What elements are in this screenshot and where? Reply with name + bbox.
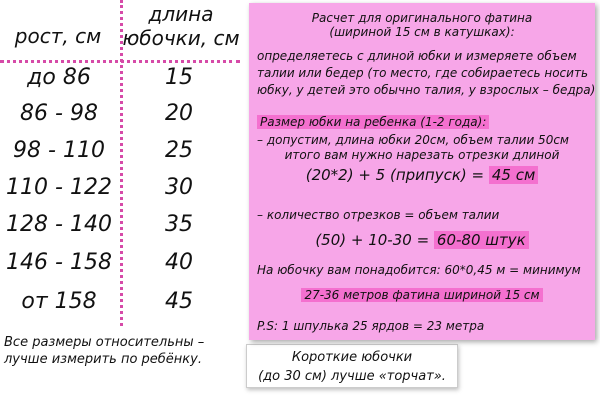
need-result-text: 27-36 метров фатина шириной 15 см: [301, 288, 542, 302]
panel-title-line1: Расчет для оригинального фатина: [311, 11, 533, 25]
example-line1: – допустим, длина юбки 20см, объем талии 50см: [257, 133, 569, 147]
table-row: [0, 96, 240, 132]
formula-length: [257, 168, 587, 182]
table-row: [0, 133, 240, 169]
note-sizes-relative: [4, 334, 244, 368]
note-short-skirts: [246, 344, 458, 388]
note-short-line2: (до 30 см) лучше «торчат».: [258, 369, 446, 384]
example-heading: [257, 115, 587, 129]
formula-length-text: (20*2) + 5 (припуск) =: [305, 166, 485, 184]
intro-line1: определяетесь с длиной юбки и измеряете объем: [257, 49, 577, 63]
cell-length: 20: [165, 101, 193, 126]
note-short-line1: Короткие юбочки: [291, 350, 413, 365]
table-row: [0, 207, 240, 243]
example-line2: итого вам нужно нарезать отрезки длиной: [284, 148, 560, 162]
cell-length: 45: [165, 289, 193, 314]
cell-height: 86 - 98: [20, 101, 98, 126]
calculation-panel: [249, 3, 595, 340]
cell-height: 146 - 158: [6, 250, 112, 275]
table-row: [0, 170, 240, 206]
cell-height: 128 - 140: [6, 212, 112, 237]
example-heading-text: Размер юбки на ребенка (1-2 года):: [257, 115, 489, 129]
table-row: [0, 245, 240, 281]
cell-height: от 158: [21, 289, 97, 314]
cell-length: 35: [165, 212, 193, 237]
cell-height: 110 - 122: [6, 175, 112, 200]
cell-length: 15: [165, 65, 193, 90]
header-length: [122, 2, 240, 50]
formula-count-result: 60-80 штук: [434, 231, 529, 249]
need-result: [257, 288, 587, 302]
table-row: [0, 284, 240, 320]
note-sizes-line1: Все размеры относительны –: [4, 335, 205, 350]
cell-length: 30: [165, 175, 193, 200]
intro-line3: юбку, у детей это обычно талия, у взрослых – бедра): [257, 83, 596, 97]
header-length-line1: длина: [148, 2, 214, 26]
need-line: На юбочку вам понадобится: 60*0,45 м = минимум: [257, 263, 581, 277]
size-table: [0, 0, 240, 330]
ps-line: P.S: 1 шпулька 25 ярдов = 23 метра: [257, 319, 485, 333]
formula-length-result: 45 см: [489, 166, 538, 184]
cell-length: 40: [165, 250, 193, 275]
header-length-line2: юбочки, см: [122, 26, 240, 50]
header-height: рост, см: [14, 24, 102, 48]
table-row: [0, 60, 240, 96]
formula-count-text: (50) + 10-30 =: [315, 231, 430, 249]
cell-length: 25: [165, 138, 193, 163]
cell-height: до 86: [27, 65, 91, 90]
note-sizes-line2: лучше измерить по ребёнку.: [4, 352, 202, 367]
intro-line2: талии или бедер (то место, где собираетесь носить: [257, 66, 589, 80]
formula-count: [257, 233, 587, 247]
cell-height: 98 - 110: [13, 138, 105, 163]
count-line: – количество отрезков = объем талии: [257, 208, 500, 222]
panel-title-line2: (шириной 15 см в катушках):: [329, 25, 515, 39]
